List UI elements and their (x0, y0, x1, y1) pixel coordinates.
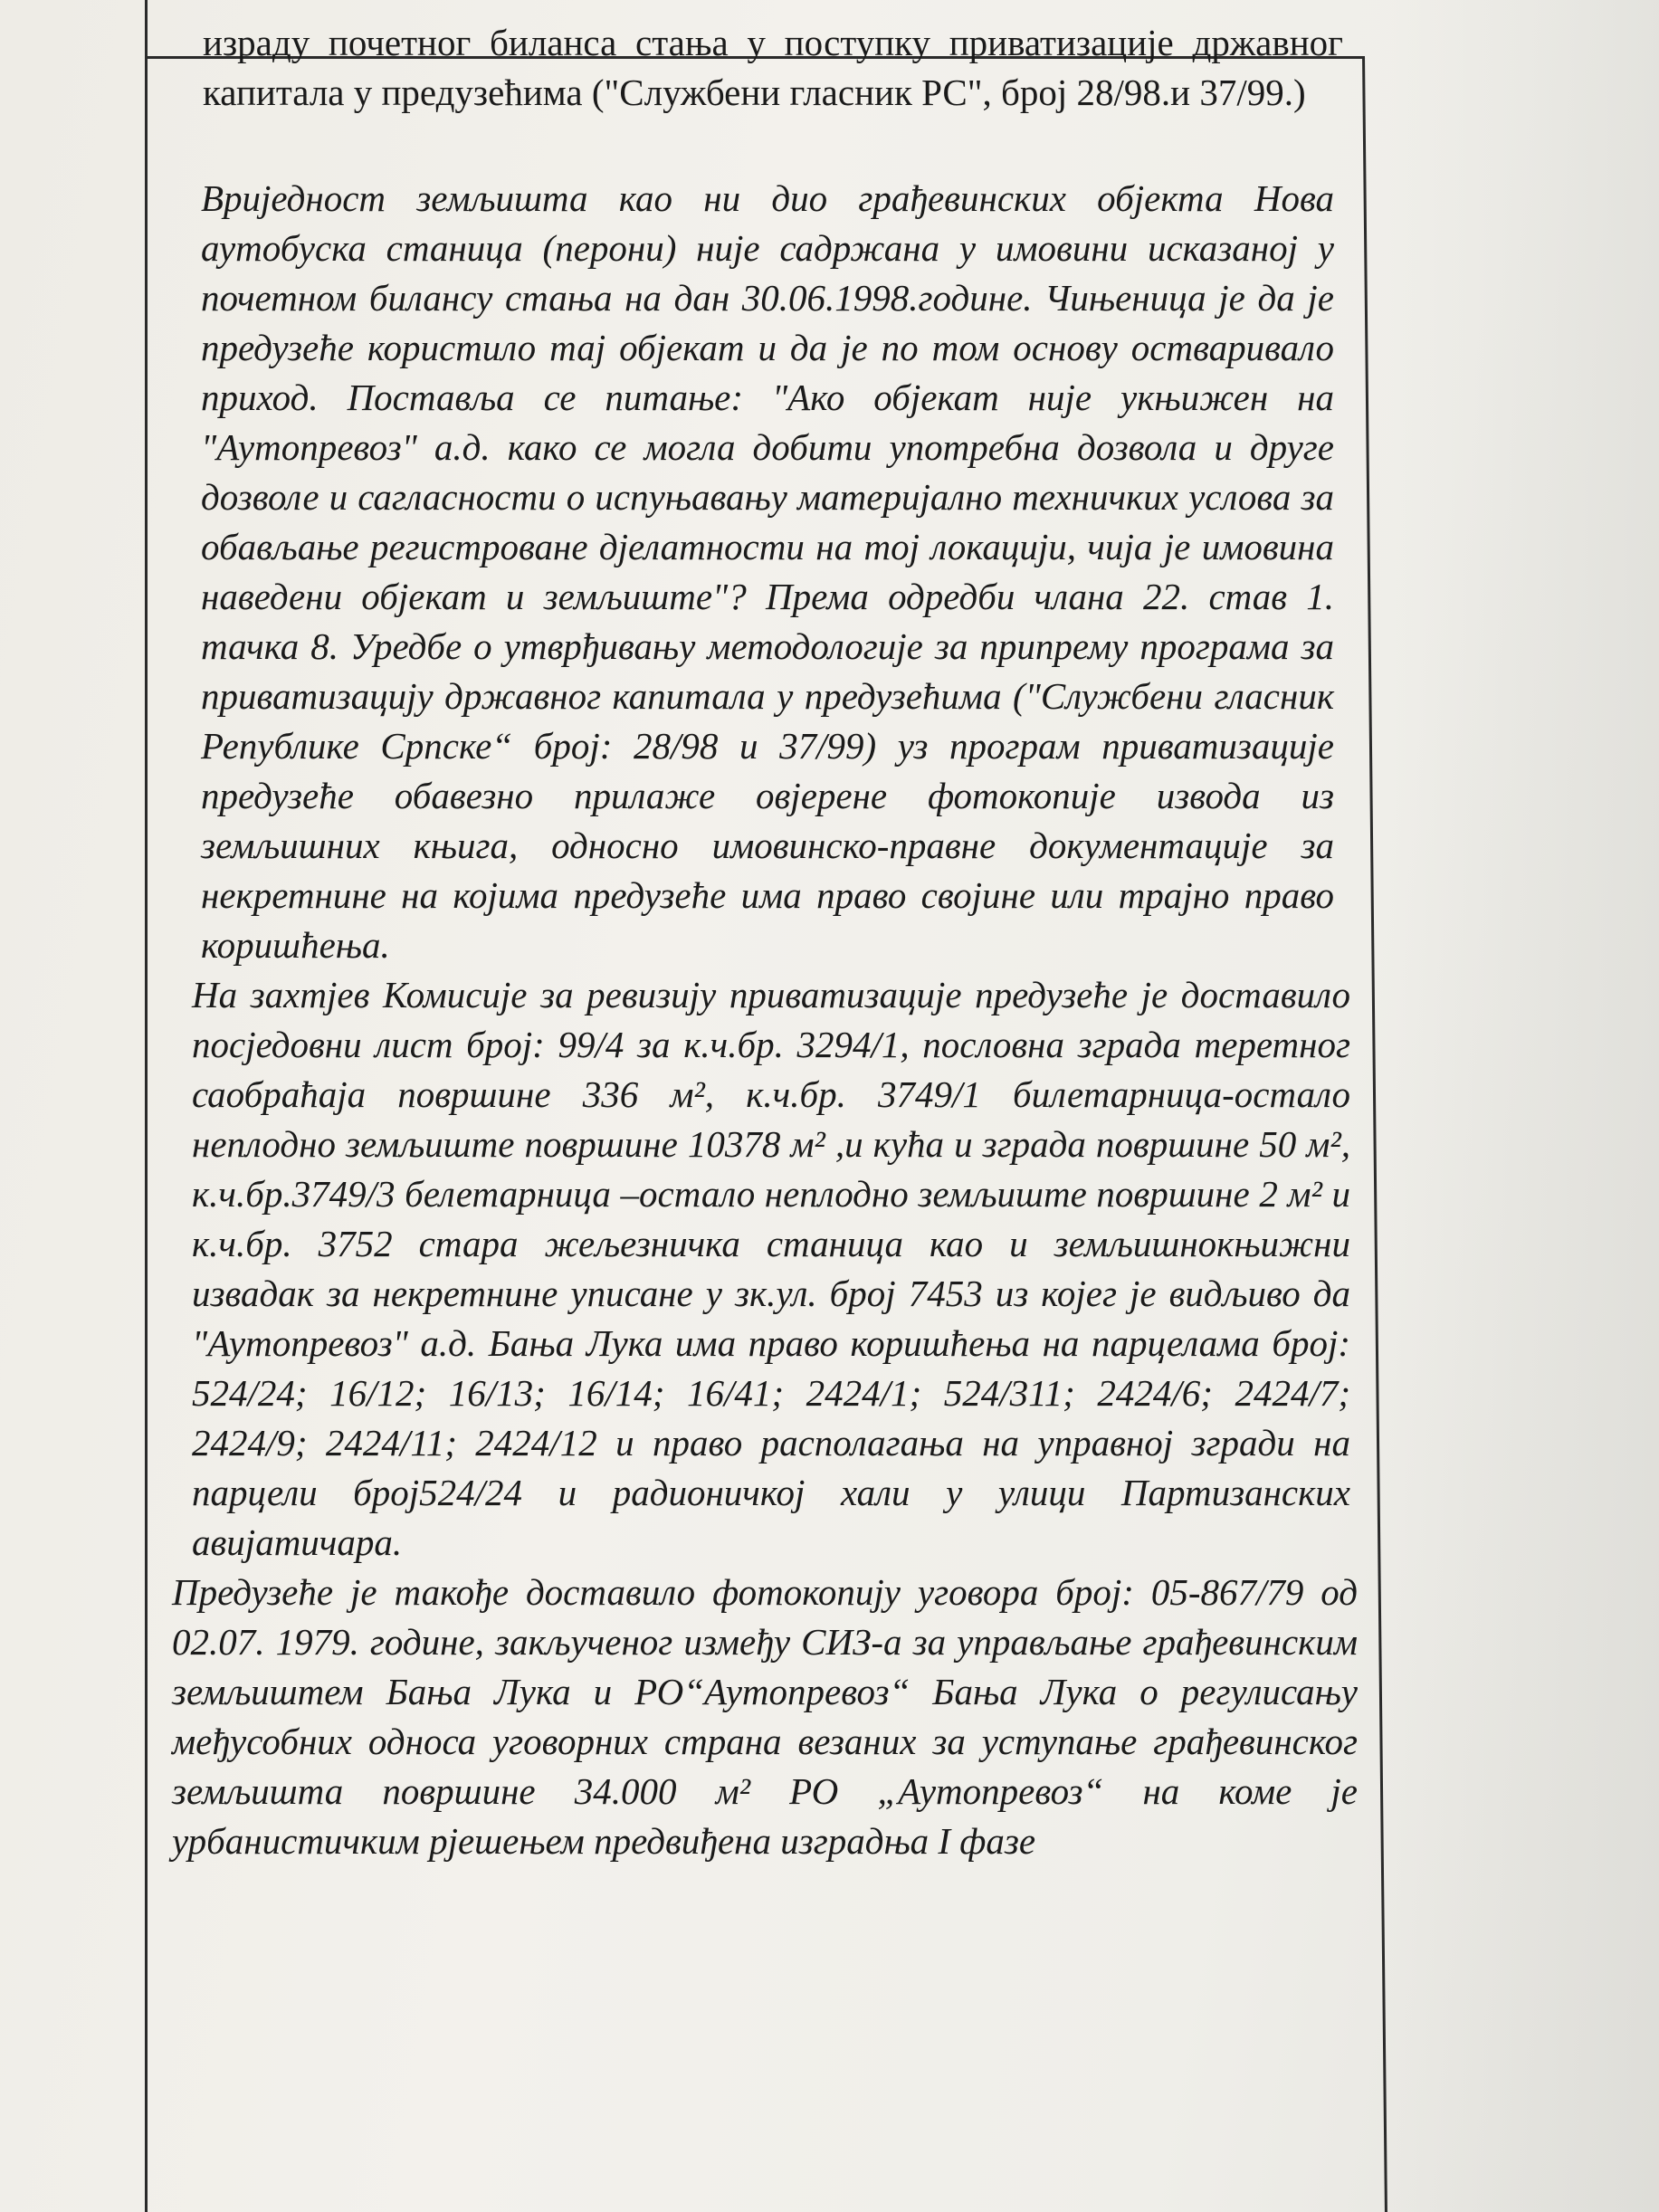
paragraph-gap (181, 118, 1358, 174)
paragraph-land-value: Вриједност земљишта као ни дио грађевинских објекта Нова аутобуска станица (перони) није садржана у имовини исказаној у почетном билансу стања на дан 30.06.1998.године. Чињеница је да је предузеће користило тај објекат и да је по том основу остваривало приход. Поставља се питање: "Ако објекат није укњижен на "Аутопревоз" а.д. како се могла добити употребна дозвола и друге дозволе и сагласности о испуњавању материјално техничких услова за обављање регистроване дјелатности на тој локацији, чија је имовина наведени објекат и земљиште"? Према одредби члана 22. став 1. тачка 8. Уредбе о утврђивању методологије за припрему програма за приватизацију државног капитала у предузећима ("Службени гласник Републике Српске“ број: 28/98 и 37/99) уз програм приватизације предузеће обавезно прилаже овјерене фотокопије извода из земљишних књига, односно имовинско-правне документације за некретнине на којима предузеће има право својине или трајно право коришћења. (201, 177, 1334, 966)
intro-paragraph: израду почетног биланса стања у поступку приватизације државног капитала у предузећима ("Службени гласник РС", број 28/98.и 37/99.) (203, 22, 1343, 113)
paragraph-commission-request: На захтјев Комисије за ревизију приватизације предузеће је доставило посједовни лист број: 99/4 за к.ч.бр. 3294/1, пословна зграда теретног саобраћаја површине 336 м², к.ч.бр. 3749/1 билетарница-остало неплодно земљиште површине 10378 м² ,и кућа и зграда површине 50 м², к.ч.бр.3749/3 белетарница –остало неплодно земљиште површине 2 м² и к.ч.бр. 3752 стара жељезничка станица као и земљишнокњижни извадак за некретнине уписане у зк.ул. број 7453 из којег је видљиво да "Аутопревоз" а.д. Бања Лука има право коришћења на парцелама број: 524/24; 16/12; 16/13; 16/14; 16/41; 2424/1; 524/311; 2424/6; 2424/7; 2424/9; 2424/11; 2424/12 и право располагања на управној згради на парцели број524/24 и радионичкој хали у улици Партизанских авијатичара. (192, 974, 1350, 1563)
document-body (172, 18, 1358, 1866)
scan-shadow (1387, 0, 1659, 2212)
paragraph-contract: Предузеће је такође доставило фотокопију уговора број: 05-867/79 од 02.07. 1979. године, закљученог између СИЗ-а за управљање грађевинским земљиштем Бања Лука и РО“Аутопревоз“ Бања Лука о регулисању међусобних односа уговорних страна везаних за уступање грађевинског земљишта површине 34.000 м² РО „Аутопревоз“ на коме је урбанистичким рјешењем предвиђена изградња I фазе (172, 1571, 1358, 1862)
